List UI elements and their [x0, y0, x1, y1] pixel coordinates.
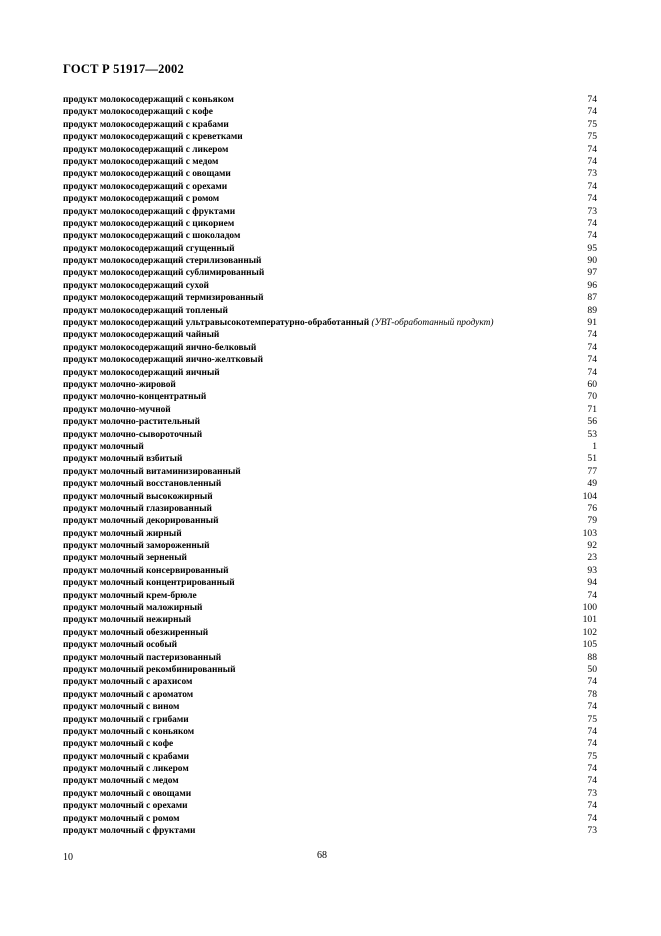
- entry-term: продукт молочный с ликером: [63, 764, 189, 775]
- entry-term: продукт молокосодержащий яично-белковый: [63, 342, 257, 353]
- entry-term: продукт молочный с медом: [63, 776, 179, 787]
- entry-page-number: 74: [587, 676, 597, 688]
- entry-term: продукт молочный с ароматом: [63, 689, 194, 700]
- index-entry: [63, 131, 597, 143]
- entry-page-number: 97: [587, 267, 597, 279]
- entry-term: продукт молокосодержащий с овощами: [63, 169, 231, 180]
- entry-term: продукт молочный витаминизированный: [63, 466, 241, 477]
- index-entry: [63, 354, 597, 366]
- entry-page-number: 74: [587, 341, 597, 353]
- entry-page-number: 74: [587, 775, 597, 787]
- index-entry: [63, 230, 597, 242]
- index-entry: [63, 627, 597, 639]
- index-entry: [63, 491, 597, 503]
- entry-page-number: 73: [587, 825, 597, 837]
- entry-term: продукт молочный: [63, 441, 144, 452]
- document-header: ГОСТ Р 51917—2002: [63, 62, 184, 76]
- index-entry: [63, 305, 597, 317]
- entry-term: продукт молочный замороженный: [63, 541, 210, 552]
- entry-term: продукт молокосодержащий сухой: [63, 280, 209, 291]
- entry-term: продукт молочный с арахисом: [63, 677, 193, 688]
- entry-page-number: 74: [587, 106, 597, 118]
- entry-term: продукт молокосодержащий с коньяком: [63, 95, 234, 105]
- entry-term: продукт молочный крем-брюле: [63, 590, 197, 601]
- entry-term: продукт молокосодержащий чайный: [63, 330, 220, 341]
- index-entry: [63, 577, 597, 589]
- index-entry: [63, 391, 597, 403]
- entry-page-number: 76: [587, 502, 597, 514]
- entry-page-number: 104: [582, 490, 597, 502]
- entry-term: продукт молокосодержащий с фруктами: [63, 206, 236, 217]
- index-entry: [63, 416, 597, 428]
- entry-page-number: 89: [587, 304, 597, 316]
- entry-page-number: 102: [582, 626, 597, 638]
- entry-page-number: 92: [587, 540, 597, 552]
- entry-page-number: 90: [587, 255, 597, 267]
- index-entry: [63, 379, 597, 391]
- entry-page-number: 75: [587, 118, 597, 130]
- index-entry: [63, 404, 597, 416]
- entry-page-number: 74: [587, 94, 597, 105]
- footer-center-number: 68: [317, 850, 327, 861]
- index-entry: [63, 664, 597, 676]
- entry-term: продукт молокосодержащий сублимированный: [63, 268, 265, 279]
- index-entry: [63, 168, 597, 180]
- entry-term: продукт молочный нежирный: [63, 615, 192, 626]
- entry-page-number: 74: [587, 354, 597, 366]
- entry-page-number: 73: [587, 787, 597, 799]
- index-entry: [63, 317, 597, 329]
- entry-page-number: 56: [587, 416, 597, 428]
- entry-term: продукт молокосодержащий с крабами: [63, 119, 229, 130]
- entry-page-number: 74: [587, 329, 597, 341]
- entry-page-number: 23: [587, 552, 597, 564]
- index-entry: [63, 193, 597, 205]
- entry-page-number: 77: [587, 465, 597, 477]
- index-entry: [63, 676, 597, 688]
- entry-term: продукт молокосодержащий сгущенный: [63, 243, 235, 254]
- entry-page-number: 53: [587, 428, 597, 440]
- index-entry: [63, 206, 597, 218]
- index-entry: [63, 119, 597, 131]
- entry-term: продукт молочный с вином: [63, 702, 180, 713]
- entry-page-number: 70: [587, 391, 597, 403]
- entry-term: продукт молочный с фруктами: [63, 826, 196, 837]
- index-entry: [63, 701, 597, 713]
- index-entry: [63, 429, 597, 441]
- entry-page-number: 74: [587, 800, 597, 812]
- entry-page-number: 73: [587, 168, 597, 180]
- index-entry: [63, 255, 597, 267]
- entry-term: продукт молочный с грибами: [63, 714, 189, 725]
- index-entry: [63, 590, 597, 602]
- entry-term: продукт молочный консервированный: [63, 565, 229, 576]
- index-entry: [63, 726, 597, 738]
- entry-term: продукт молочно-мучной: [63, 404, 171, 415]
- entry-term: продукт молокосодержащий яично-желтковый: [63, 355, 263, 366]
- entry-page-number: 1: [592, 440, 597, 452]
- entry-page-number: 74: [587, 738, 597, 750]
- entry-term: продукт молочный с крабами: [63, 751, 190, 762]
- entry-page-number: 74: [587, 725, 597, 737]
- entry-page-number: 73: [587, 205, 597, 217]
- index-entry: [63, 453, 597, 465]
- index-entry: [63, 267, 597, 279]
- index-entry: [63, 94, 597, 106]
- index-entry: [63, 466, 597, 478]
- entry-page-number: 74: [587, 230, 597, 242]
- index-entry: [63, 565, 597, 577]
- entry-page-number: 87: [587, 292, 597, 304]
- index-entry: [63, 292, 597, 304]
- entry-page-number: 75: [587, 750, 597, 762]
- entry-term: продукт молокосодержащий с шоколадом: [63, 231, 241, 242]
- index-entry: [63, 825, 597, 837]
- entry-term: продукт молокосодержащий с орехами: [63, 181, 228, 192]
- index-entry: [63, 243, 597, 255]
- entry-page-number: 74: [587, 155, 597, 167]
- index-entry: [63, 181, 597, 193]
- entry-page-number: 75: [587, 131, 597, 143]
- index-entry: [63, 602, 597, 614]
- entry-page-number: 101: [582, 614, 597, 626]
- entry-term: продукт молочный концентрированный: [63, 578, 235, 589]
- index-entry: [63, 342, 597, 354]
- entry-page-number: 96: [587, 279, 597, 291]
- entry-term: продукт молочный высокожирный: [63, 491, 213, 502]
- entry-term: продукт молокосодержащий с медом: [63, 156, 219, 167]
- entry-term: продукт молокосодержащий стерилизованный: [63, 256, 262, 267]
- index-entry: [63, 652, 597, 664]
- entry-term: продукт молокосодержащий ультравысокотемпературно-обработанный: [63, 318, 370, 329]
- entry-term: продукт молочный особый: [63, 640, 178, 651]
- entry-page-number: 94: [587, 577, 597, 589]
- entry-term: продукт молочный с кофе: [63, 739, 174, 750]
- index-entry: [63, 144, 597, 156]
- entry-term: продукт молокосодержащий с цикорием: [63, 218, 235, 229]
- entry-term: продукт молочный с коньяком: [63, 726, 195, 737]
- entry-page-number: 74: [587, 763, 597, 775]
- entry-page-number: 51: [587, 453, 597, 465]
- entry-term: продукт молокосодержащий с ликером: [63, 144, 229, 155]
- index-entry: [63, 788, 597, 800]
- entry-page-number: 93: [587, 564, 597, 576]
- entry-page-number: 49: [587, 478, 597, 490]
- entry-page-number: 71: [587, 403, 597, 415]
- entry-page-number: 79: [587, 515, 597, 527]
- index-entry: [63, 106, 597, 118]
- entry-page-number: 74: [587, 812, 597, 824]
- index-entry: [63, 329, 597, 341]
- index-entry: [63, 738, 597, 750]
- index-entry: [63, 540, 597, 552]
- index-entry: [63, 515, 597, 527]
- index-entry: [63, 156, 597, 168]
- index-entry: [63, 280, 597, 292]
- entry-term: продукт молочный декорированный: [63, 516, 219, 527]
- entry-term: продукт молочный глазированный: [63, 503, 212, 514]
- entry-term: продукт молочно-растительный: [63, 417, 201, 428]
- entry-term: продукт молочный с орехами: [63, 801, 188, 812]
- entry-term: продукт молочный взбитый: [63, 454, 183, 465]
- entry-alt-term: (УВТ-обработанный продукт): [371, 318, 494, 329]
- entry-page-number: 60: [587, 378, 597, 390]
- entry-page-number: 74: [587, 193, 597, 205]
- entry-page-number: 74: [587, 589, 597, 601]
- entry-term: продукт молочно-концентратный: [63, 392, 207, 403]
- index-entries: [63, 94, 597, 837]
- index-entry: [63, 800, 597, 812]
- index-entry: [63, 503, 597, 515]
- entry-term: продукт молочный восстановленный: [63, 479, 222, 490]
- entry-term: продукт молокосодержащий с кофе: [63, 107, 213, 118]
- index-entry: [63, 528, 597, 540]
- entry-page-number: 50: [587, 663, 597, 675]
- index-entry: [63, 552, 597, 564]
- index-entry: [63, 367, 597, 379]
- index-entry: [63, 763, 597, 775]
- entry-term: продукт молокосодержащий топленый: [63, 305, 228, 316]
- index-entry: [63, 714, 597, 726]
- entry-term: продукт молочный маложирный: [63, 603, 203, 614]
- entry-page-number: 103: [582, 527, 597, 539]
- entry-term: продукт молочно-жировой: [63, 379, 176, 390]
- entry-page-number: 88: [587, 651, 597, 663]
- entry-term: продукт молочный зерненый: [63, 553, 187, 564]
- entry-term: продукт молокосодержащий яичный: [63, 367, 220, 378]
- entry-term: продукт молочно-сывороточный: [63, 429, 203, 440]
- entry-term: продукт молочный пастеризованный: [63, 652, 222, 663]
- entry-term: продукт молочный жирный: [63, 528, 182, 539]
- entry-page-number: 74: [587, 180, 597, 192]
- footer-page-number: 10: [63, 852, 73, 863]
- entry-term: продукт молокосодержащий с креветками: [63, 132, 243, 143]
- entry-page-number: 74: [587, 217, 597, 229]
- entry-term: продукт молокосодержащий с ромом: [63, 194, 220, 205]
- entry-term: продукт молочный с ромом: [63, 813, 180, 824]
- entry-page-number: 74: [587, 701, 597, 713]
- entry-page-number: 105: [582, 639, 597, 651]
- entry-page-number: 74: [587, 366, 597, 378]
- entry-page-number: 74: [587, 143, 597, 155]
- index-entry: [63, 441, 597, 453]
- entry-term: продукт молочный обезжиренный: [63, 627, 209, 638]
- entry-page-number: 91: [587, 317, 597, 329]
- index-entry: [63, 751, 597, 763]
- index-entry: [63, 689, 597, 701]
- index-entry: [63, 614, 597, 626]
- index-entry: [63, 813, 597, 825]
- index-entry: [63, 639, 597, 651]
- entry-term: продукт молочный рекомбинированный: [63, 664, 236, 675]
- entry-page-number: 75: [587, 713, 597, 725]
- entry-page-number: 78: [587, 688, 597, 700]
- entry-term: продукт молочный с овощами: [63, 788, 192, 799]
- index-entry: [63, 478, 597, 490]
- entry-page-number: 100: [582, 602, 597, 614]
- index-entry: [63, 775, 597, 787]
- entry-term: продукт молокосодержащий термизированный: [63, 293, 264, 304]
- entry-page-number: 95: [587, 242, 597, 254]
- index-entry: [63, 218, 597, 230]
